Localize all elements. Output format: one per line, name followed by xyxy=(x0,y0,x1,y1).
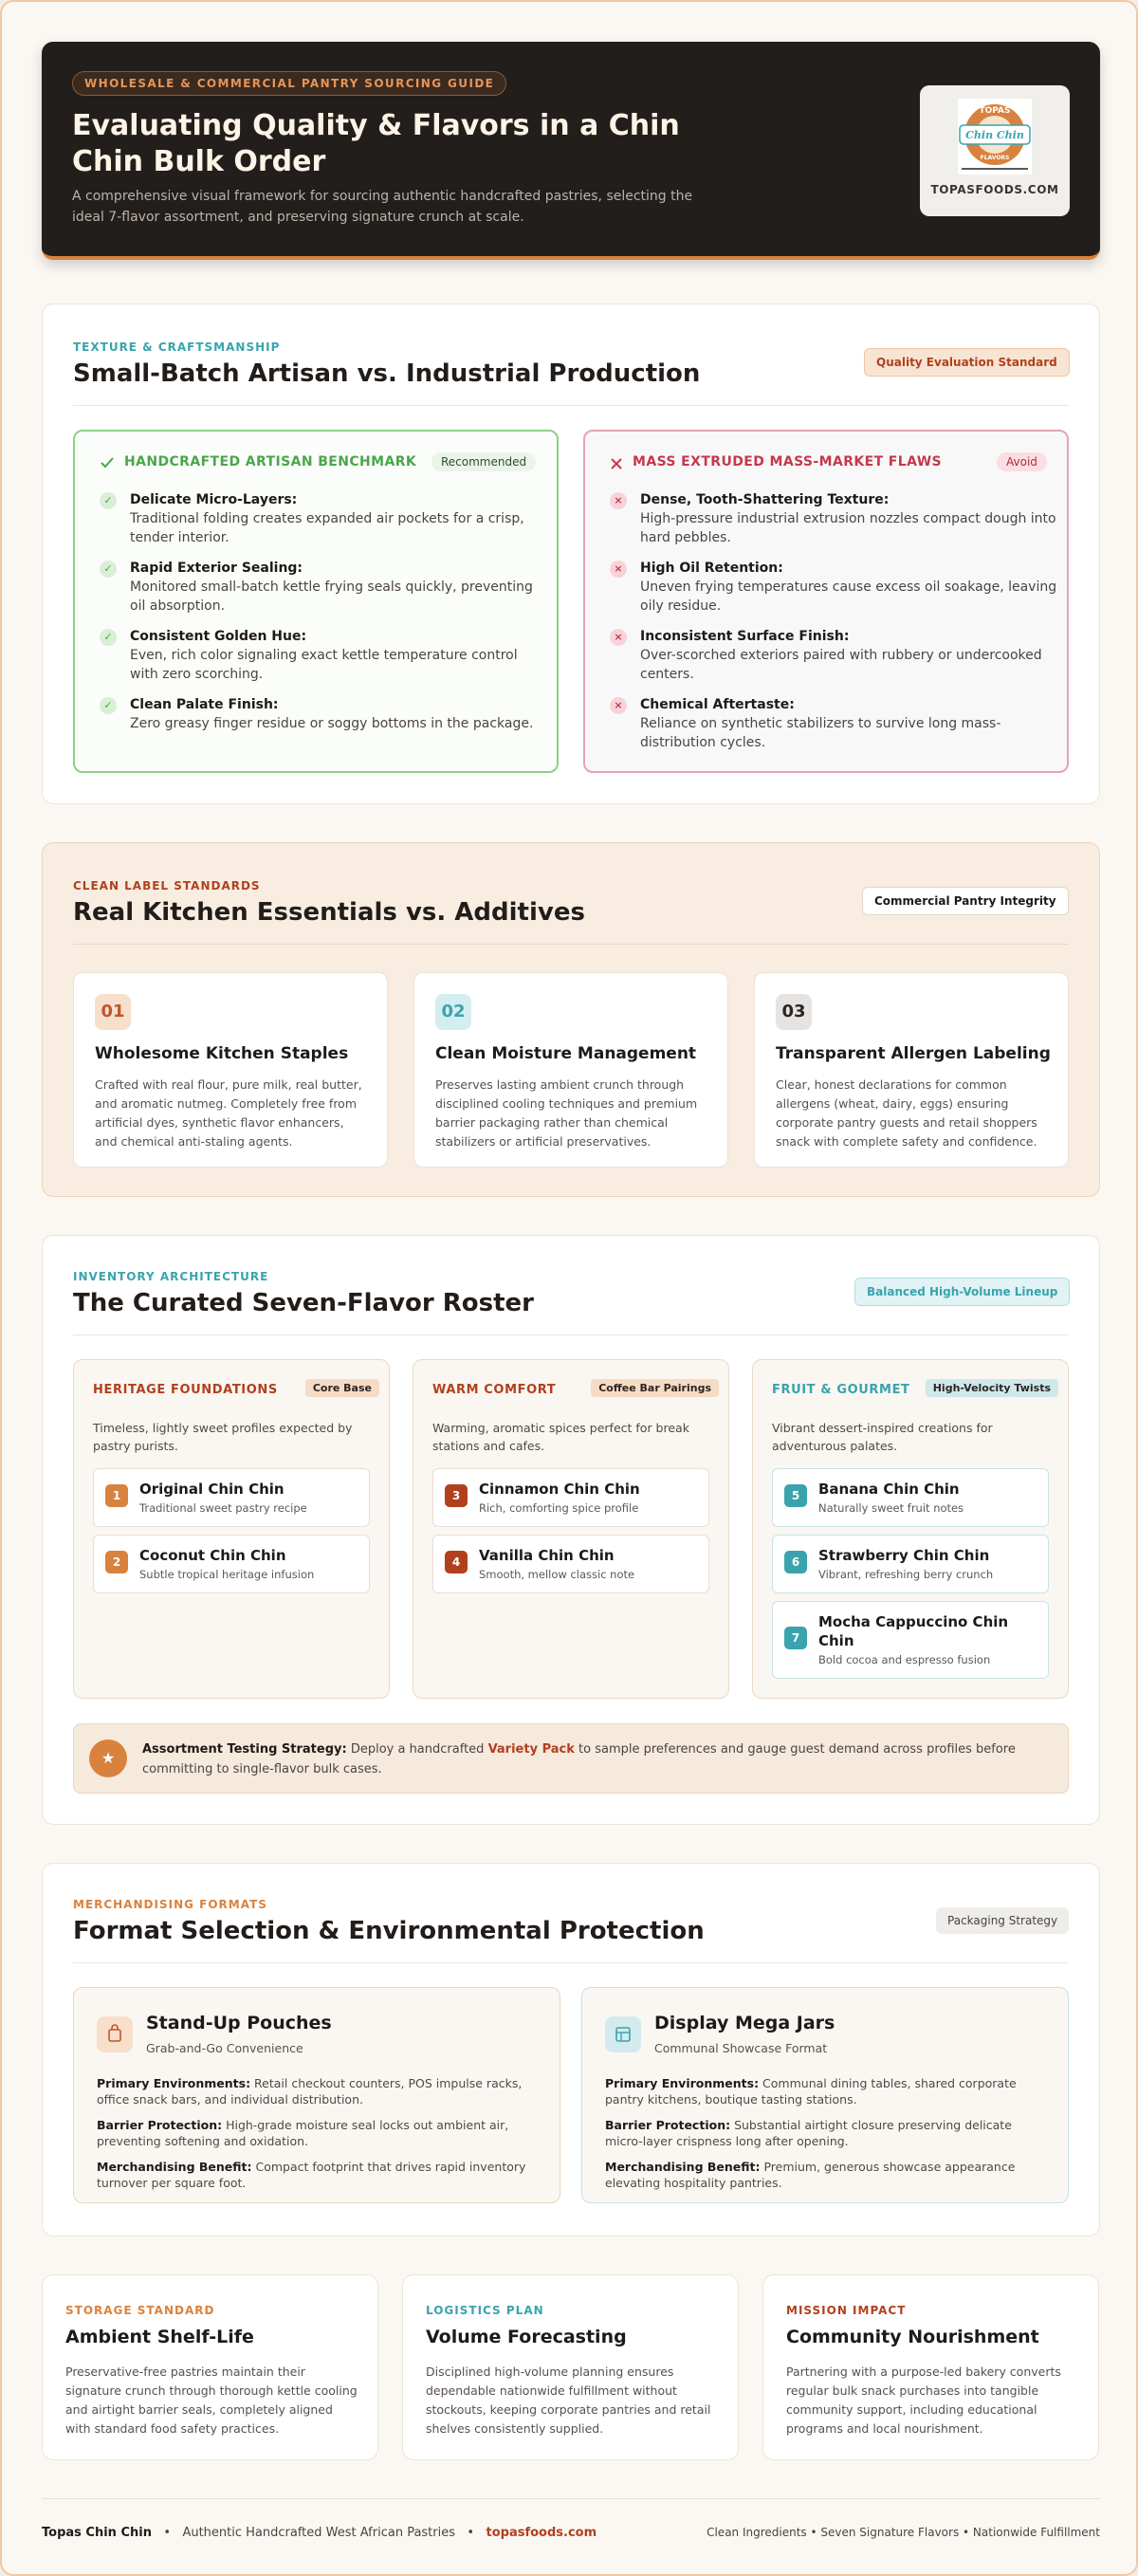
flavor-item[interactable] xyxy=(772,1601,1049,1679)
barrier-label: Barrier Protection: xyxy=(605,2118,731,2132)
flavor-name: Cinnamon Chin Chin xyxy=(479,1481,640,1498)
item-title: High Oil Retention: xyxy=(640,561,783,576)
flavor-number: 1 xyxy=(105,1484,128,1507)
avoid-tag: Avoid xyxy=(997,452,1047,471)
strategy-text xyxy=(142,1739,1053,1779)
logistics-plan-card xyxy=(402,2274,739,2460)
format-benefit xyxy=(605,2159,1045,2191)
item-title: Inconsistent Surface Finish: xyxy=(640,629,850,644)
industrial-heading: MASS EXTRUDED MASS-MARKET FLAWS xyxy=(633,454,943,469)
footer-brand: Topas Chin Chin xyxy=(42,2526,152,2540)
industrial-flaws-panel xyxy=(583,430,1069,773)
texture-section xyxy=(42,304,1100,804)
card-title: Transparent Allergen Labeling xyxy=(776,1044,1051,1063)
flavor-description: Traditional sweet pastry recipe xyxy=(139,1501,307,1515)
card-title: Wholesome Kitchen Staples xyxy=(95,1044,349,1063)
item-title: Chemical Aftertaste: xyxy=(640,697,795,712)
item-title: Rapid Exterior Sealing: xyxy=(130,561,303,576)
page-title: Evaluating Quality & Flavors in a Chin Chin Bulk Order xyxy=(72,109,680,178)
star-icon: ★ xyxy=(89,1739,127,1777)
column-heading: FRUIT & GOURMET xyxy=(772,1383,910,1397)
item-title: Dense, Tooth-Shattering Texture: xyxy=(640,492,890,507)
card-eyebrow: STORAGE STANDARD xyxy=(65,2304,215,2317)
format-card-pouches xyxy=(73,1987,560,2203)
format-card-jars xyxy=(581,1987,1069,2203)
card-number: 03 xyxy=(776,994,812,1030)
formats-section xyxy=(42,1863,1100,2236)
flavor-number: 6 xyxy=(784,1551,807,1573)
x-icon: × xyxy=(610,697,627,714)
flavor-name: Original Chin Chin xyxy=(139,1481,284,1498)
section-title: Real Kitchen Essentials vs. Additives xyxy=(73,898,585,927)
x-icon xyxy=(610,457,623,470)
flavor-number: 3 xyxy=(445,1484,468,1507)
divider xyxy=(73,405,1069,406)
column-tag: High-Velocity Twists xyxy=(926,1379,1058,1397)
env-text: Retail checkout counters, POS impulse racks, office snack bars, and individual distribution. xyxy=(97,2076,523,2107)
recommended-tag: Recommended xyxy=(431,452,536,471)
section-eyebrow: CLEAN LABEL STANDARDS xyxy=(73,879,261,892)
card-text: Partnering with a purpose-led bakery converts regular bulk snack purchases into tangible community support, including educational programs and local nourishment. xyxy=(786,2364,1061,2436)
divider xyxy=(73,944,1069,945)
x-icon: × xyxy=(610,561,627,578)
divider xyxy=(73,1962,1069,1963)
benefit-label: Merchandising Benefit: xyxy=(97,2160,252,2174)
env-label: Primary Environments: xyxy=(605,2076,760,2090)
quality-standard-badge: Quality Evaluation Standard xyxy=(864,348,1070,377)
pantry-integrity-badge: Commercial Pantry Integrity xyxy=(862,887,1069,915)
flavor-column-heritage xyxy=(73,1359,390,1699)
assortment-strategy-callout xyxy=(73,1723,1069,1794)
strategy-text-before: Deploy a handcrafted xyxy=(346,1742,488,1757)
flavor-name: Banana Chin Chin xyxy=(818,1481,960,1498)
mission-impact-card xyxy=(762,2274,1099,2460)
flavor-item[interactable] xyxy=(93,1468,370,1527)
packaging-strategy-badge: Packaging Strategy xyxy=(936,1907,1069,1934)
card-text: Preservative-free pastries maintain their signature crunch through thorough kettle cooling and airtight barrier seals, completely aligned with standard food safety practices. xyxy=(65,2364,358,2436)
flavor-description: Naturally sweet fruit notes xyxy=(818,1501,964,1515)
footer xyxy=(42,2498,1100,2555)
card-text: Preserves lasting ambient crunch through disciplined cooling techniques and premium barrier packaging rather than chemical stabilizers or artificial preservatives. xyxy=(435,1077,698,1149)
format-environments xyxy=(97,2075,537,2107)
brand-logo xyxy=(958,99,1032,175)
flavor-roster-section xyxy=(42,1235,1100,1825)
lineup-badge: Balanced High-Volume Lineup xyxy=(854,1278,1070,1306)
card-title: Community Nourishment xyxy=(786,2327,1039,2347)
strategy-text-after: to sample preferences and gauge guest demand across profiles before committing to single-flavor bulk cases. xyxy=(142,1742,1016,1776)
barrier-label: Barrier Protection: xyxy=(97,2118,223,2132)
clean-label-card xyxy=(754,972,1069,1168)
column-tag: Coffee Bar Pairings xyxy=(591,1379,719,1397)
clean-label-section xyxy=(42,842,1100,1197)
flavor-column-fruit xyxy=(752,1359,1069,1699)
card-text: Clear, honest declarations for common allergens (wheat, dairy, eggs) ensuring corporate pantry guests and retail shoppers snack with complete safety and confidence. xyxy=(776,1077,1037,1149)
flavor-number: 4 xyxy=(445,1551,468,1573)
flavor-description: Subtle tropical heritage infusion xyxy=(139,1568,315,1581)
storage-standard-card xyxy=(42,2274,378,2460)
item-text: Even, rich color signaling exact kettle temperature control with zero scorching. xyxy=(130,648,518,682)
logo-text-middle: Chin Chin xyxy=(965,129,1024,141)
item-text: Over-scorched exteriors paired with rubbery or undercooked centers. xyxy=(640,648,1042,682)
item-text: High-pressure industrial extrusion nozzles compact dough into hard pebbles. xyxy=(640,511,1056,545)
benefit-label: Merchandising Benefit: xyxy=(605,2160,761,2174)
section-title: The Curated Seven-Flavor Roster xyxy=(73,1289,535,1317)
section-title: Format Selection & Environmental Protection xyxy=(73,1917,705,1945)
clean-label-card xyxy=(73,972,388,1168)
bag-icon xyxy=(97,2016,133,2052)
check-icon: ✓ xyxy=(100,492,117,509)
flavor-number: 5 xyxy=(784,1484,807,1507)
format-title: Display Mega Jars xyxy=(654,2013,835,2033)
footer-right: Clean Ingredients • Seven Signature Flavors • Nationwide Fulfillment xyxy=(707,2526,1100,2539)
flavor-name: Coconut Chin Chin xyxy=(139,1547,286,1564)
column-tag: Core Base xyxy=(305,1379,379,1397)
column-heading: HERITAGE FOUNDATIONS xyxy=(93,1383,278,1397)
section-eyebrow: MERCHANDISING FORMATS xyxy=(73,1898,267,1911)
flavor-description: Rich, comforting spice profile xyxy=(479,1501,639,1515)
flavor-name: Strawberry Chin Chin xyxy=(818,1547,990,1564)
variety-pack-link[interactable]: Variety Pack xyxy=(487,1742,575,1757)
flavor-column-warm xyxy=(413,1359,729,1699)
check-icon xyxy=(100,456,115,469)
benefit-text: Premium, generous showcase appearance elevating hospitality pantries. xyxy=(605,2160,1016,2190)
flavor-description: Vibrant, refreshing berry crunch xyxy=(818,1568,994,1581)
env-text: Communal dining tables, shared corporate pantry kitchens, boutique tasting stations. xyxy=(605,2076,1017,2107)
x-icon: × xyxy=(610,629,627,646)
item-text: Zero greasy finger residue or soggy bottoms in the package. xyxy=(130,716,534,731)
format-barrier xyxy=(97,2117,537,2149)
clean-label-card xyxy=(413,972,728,1168)
logo-text-top: TOPAS xyxy=(979,106,1011,116)
section-title: Small-Batch Artisan vs. Industrial Production xyxy=(73,359,701,388)
item-text: Reliance on synthetic stabilizers to survive long mass-distribution cycles. xyxy=(640,716,1001,750)
column-heading: WARM COMFORT xyxy=(432,1383,557,1397)
card-number: 01 xyxy=(95,994,131,1030)
card-eyebrow: LOGISTICS PLAN xyxy=(426,2304,544,2317)
flavor-item[interactable] xyxy=(93,1535,370,1593)
item-text: Uneven frying temperatures cause excess oil soakage, leaving oily residue. xyxy=(640,580,1057,614)
column-description: Timeless, lightly sweet profiles expected by pastry purists. xyxy=(93,1421,353,1453)
flavor-item[interactable] xyxy=(772,1468,1049,1527)
footer-separator: • xyxy=(467,2526,475,2540)
flavor-name: Mocha Cappuccino Chin Chin xyxy=(818,1613,1009,1649)
brand-logo-card[interactable] xyxy=(920,85,1070,216)
check-icon: ✓ xyxy=(100,697,117,714)
logo-text-bottom: FLAVORS xyxy=(980,155,1010,161)
flavor-number: 7 xyxy=(784,1627,807,1649)
divider xyxy=(73,1334,1069,1335)
barrier-text: Substantial airtight closure preserving delicate micro-layer crispness long after opening. xyxy=(605,2118,1012,2148)
card-title: Ambient Shelf-Life xyxy=(65,2327,254,2347)
format-benefit xyxy=(97,2159,537,2191)
env-label: Primary Environments: xyxy=(97,2076,251,2090)
flavor-item[interactable] xyxy=(772,1535,1049,1593)
footer-website-link[interactable]: topasfoods.com xyxy=(486,2526,597,2540)
flavor-item[interactable] xyxy=(432,1535,709,1593)
artisan-heading: HANDCRAFTED ARTISAN BENCHMARK xyxy=(124,454,417,469)
flavor-item[interactable] xyxy=(432,1468,709,1527)
barrier-text: High-grade moisture seal locks out ambient air, preventing softening and oxidation. xyxy=(97,2118,509,2148)
format-subtitle: Communal Showcase Format xyxy=(654,2041,828,2055)
card-text: Disciplined high-volume planning ensures dependable nationwide fulfillment without stockouts, keeping corporate pantries and retail shelves consistently supplied. xyxy=(426,2364,711,2436)
item-title: Clean Palate Finish: xyxy=(130,697,279,712)
check-icon: ✓ xyxy=(100,629,117,646)
section-eyebrow: INVENTORY ARCHITECTURE xyxy=(73,1270,269,1283)
format-title: Stand-Up Pouches xyxy=(146,2013,332,2033)
flavor-description: Smooth, mellow classic note xyxy=(479,1568,635,1581)
section-eyebrow: TEXTURE & CRAFTSMANSHIP xyxy=(73,340,281,354)
flavor-number: 2 xyxy=(105,1551,128,1573)
item-title: Delicate Micro-Layers: xyxy=(130,492,298,507)
footer-left xyxy=(42,2526,597,2540)
jar-icon xyxy=(605,2016,641,2052)
item-text: Monitored small-batch kettle frying seals quickly, preventing oil absorption. xyxy=(130,580,533,614)
format-subtitle: Grab-and-Go Convenience xyxy=(146,2041,303,2055)
card-eyebrow: MISSION IMPACT xyxy=(786,2304,907,2317)
check-icon: ✓ xyxy=(100,561,117,578)
logo-caption: TOPASFOODS.COM xyxy=(930,183,1059,196)
artisan-benchmark-panel xyxy=(73,430,559,773)
footer-tagline: Authentic Handcrafted West African Pastries xyxy=(182,2526,456,2540)
benefit-text: Compact footprint that drives rapid inventory turnover per square foot. xyxy=(97,2160,526,2190)
card-title: Volume Forecasting xyxy=(426,2327,627,2347)
column-description: Vibrant dessert-inspired creations for adventurous palates. xyxy=(772,1421,993,1453)
column-description: Warming, aromatic spices perfect for break stations and cafes. xyxy=(432,1421,689,1453)
hero-banner xyxy=(42,42,1100,260)
footer-separator: • xyxy=(163,2526,172,2540)
format-environments xyxy=(605,2075,1045,2107)
flavor-name: Vanilla Chin Chin xyxy=(479,1547,615,1564)
card-text: Crafted with real flour, pure milk, real butter, and aromatic nutmeg. Completely free from artificial dyes, synthetic flavor enhancers, and chemical anti-staling agents. xyxy=(95,1077,362,1149)
x-icon: × xyxy=(610,492,627,509)
flavor-description: Bold cocoa and espresso fusion xyxy=(818,1653,991,1666)
hero-badge: WHOLESALE & COMMERCIAL PANTRY SOURCING GUIDE xyxy=(72,71,506,96)
card-number: 02 xyxy=(435,994,471,1030)
hero-subtitle: A comprehensive visual framework for sourcing authentic handcrafted pastries, selecting the ideal 7-flavor assortment, and preserving signature crunch at scale. xyxy=(72,189,693,225)
item-text: Traditional folding creates expanded air pockets for a crisp, tender interior. xyxy=(130,511,524,545)
format-barrier xyxy=(605,2117,1045,2149)
item-title: Consistent Golden Hue: xyxy=(130,629,307,644)
strategy-label: Assortment Testing Strategy: xyxy=(142,1742,347,1757)
card-title: Clean Moisture Management xyxy=(435,1044,697,1063)
